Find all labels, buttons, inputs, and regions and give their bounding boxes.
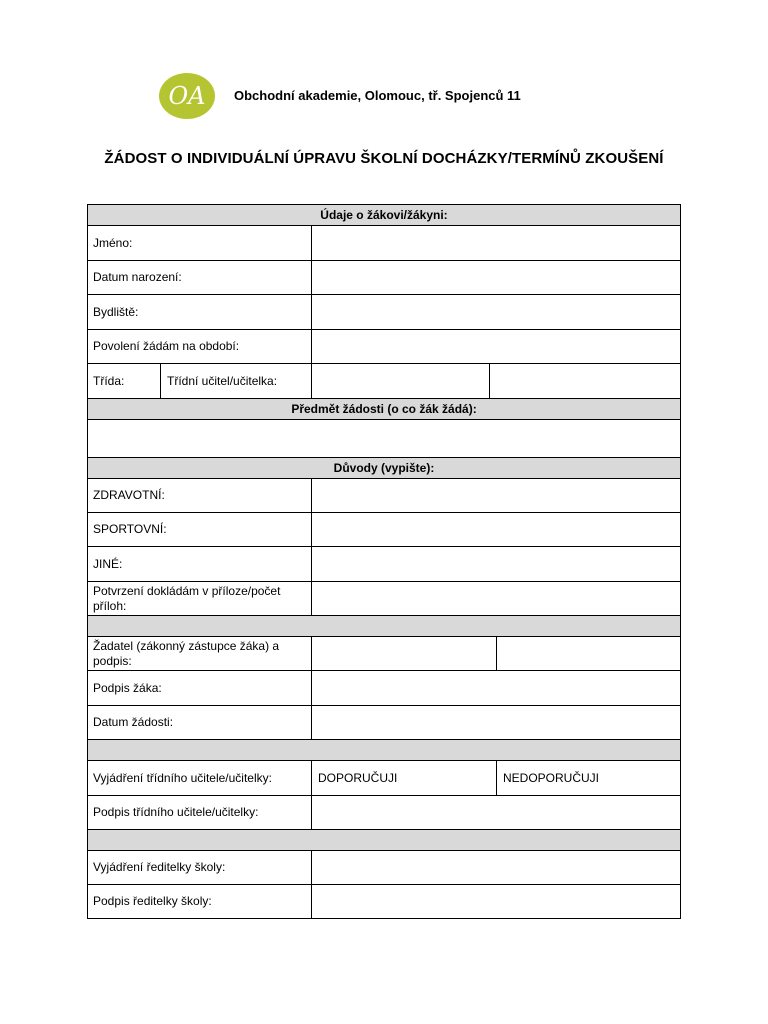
podpis-zaka-label: Podpis žáka: <box>93 680 162 695</box>
datum-narozeni-label: Datum narození: <box>93 270 182 284</box>
trida-label: Třída: <box>93 373 125 388</box>
nedoporucuji-option[interactable]: NEDOPORUČUJI <box>503 770 600 785</box>
podpis-ucitele-field[interactable] <box>312 796 680 829</box>
zadatel-signature-field[interactable] <box>497 637 680 670</box>
zadatel-name-field[interactable] <box>312 637 496 670</box>
document-title: ŽÁDOST O INDIVIDUÁLNÍ ÚPRAVU ŠKOLNÍ DOCHÁZKY/TERMÍNŮ ZKOUŠENÍ <box>104 150 664 167</box>
vyjadreni-reditelky-field[interactable] <box>312 851 680 884</box>
school-logo <box>159 73 215 119</box>
trida-field[interactable] <box>490 364 680 398</box>
podpis-reditelky-field[interactable] <box>312 885 680 918</box>
jmeno-label: Jméno: <box>93 235 133 250</box>
vyjadreni-reditelky-label: Vyjádření ředitelky školy: <box>93 860 226 874</box>
shade-spacer-2 <box>87 739 681 760</box>
shade-spacer-3 <box>87 829 681 850</box>
predmet-field[interactable] <box>88 420 680 457</box>
podpis-ucitele-label: Podpis třídního učitele/učitelky: <box>93 805 259 819</box>
zdravotni-label: ZDRAVOTNÍ: <box>93 488 165 502</box>
logo-text: OA <box>168 82 206 110</box>
shade-spacer-1 <box>87 615 681 636</box>
predmet-section-header: Předmět žádosti (o co žák žádá): <box>291 402 477 416</box>
potvrzeni-field[interactable] <box>312 582 680 615</box>
duvody-section-header: Důvody (vypište): <box>333 461 435 475</box>
datum-zadosti-label: Datum žádosti: <box>93 715 174 729</box>
povoleni-field[interactable] <box>312 330 680 363</box>
jmeno-field[interactable] <box>312 226 680 260</box>
bydliste-label: Bydliště: <box>93 304 139 319</box>
tridni-ucitel-label: Třídní učitel/učitelka: <box>167 373 278 388</box>
potvrzeni-label: Potvrzení dokládám v příloze/počet příloh: <box>93 583 281 613</box>
datum-narozeni-field[interactable] <box>312 261 680 294</box>
vyjadreni-ucitele-label: Vyjádření třídního učitele/učitelky: <box>93 770 272 785</box>
jine-label: JINÉ: <box>93 556 123 571</box>
tridni-ucitel-field[interactable] <box>312 364 489 398</box>
sportovni-field[interactable] <box>312 513 680 546</box>
sportovni-label: SPORTOVNÍ: <box>93 522 167 536</box>
povoleni-label: Povolení žádám na období: <box>93 339 240 353</box>
podpis-zaka-field[interactable] <box>312 671 680 705</box>
zdravotni-field[interactable] <box>312 479 680 512</box>
doporucuji-option[interactable]: DOPORUČUJI <box>318 770 398 785</box>
podpis-reditelky-label: Podpis ředitelky školy: <box>93 894 212 908</box>
bydliste-field[interactable] <box>312 295 680 329</box>
datum-zadosti-field[interactable] <box>312 706 680 739</box>
zadatel-label: Žadatel (zákonný zástupce žáka) a podpis: <box>93 638 280 668</box>
request-form <box>87 204 681 919</box>
student-section-header: Údaje o žákovi/žákyni: <box>320 208 448 222</box>
school-name: Obchodní akademie, Olomouc, tř. Spojenců 11 <box>234 88 521 103</box>
jine-field[interactable] <box>312 547 680 581</box>
